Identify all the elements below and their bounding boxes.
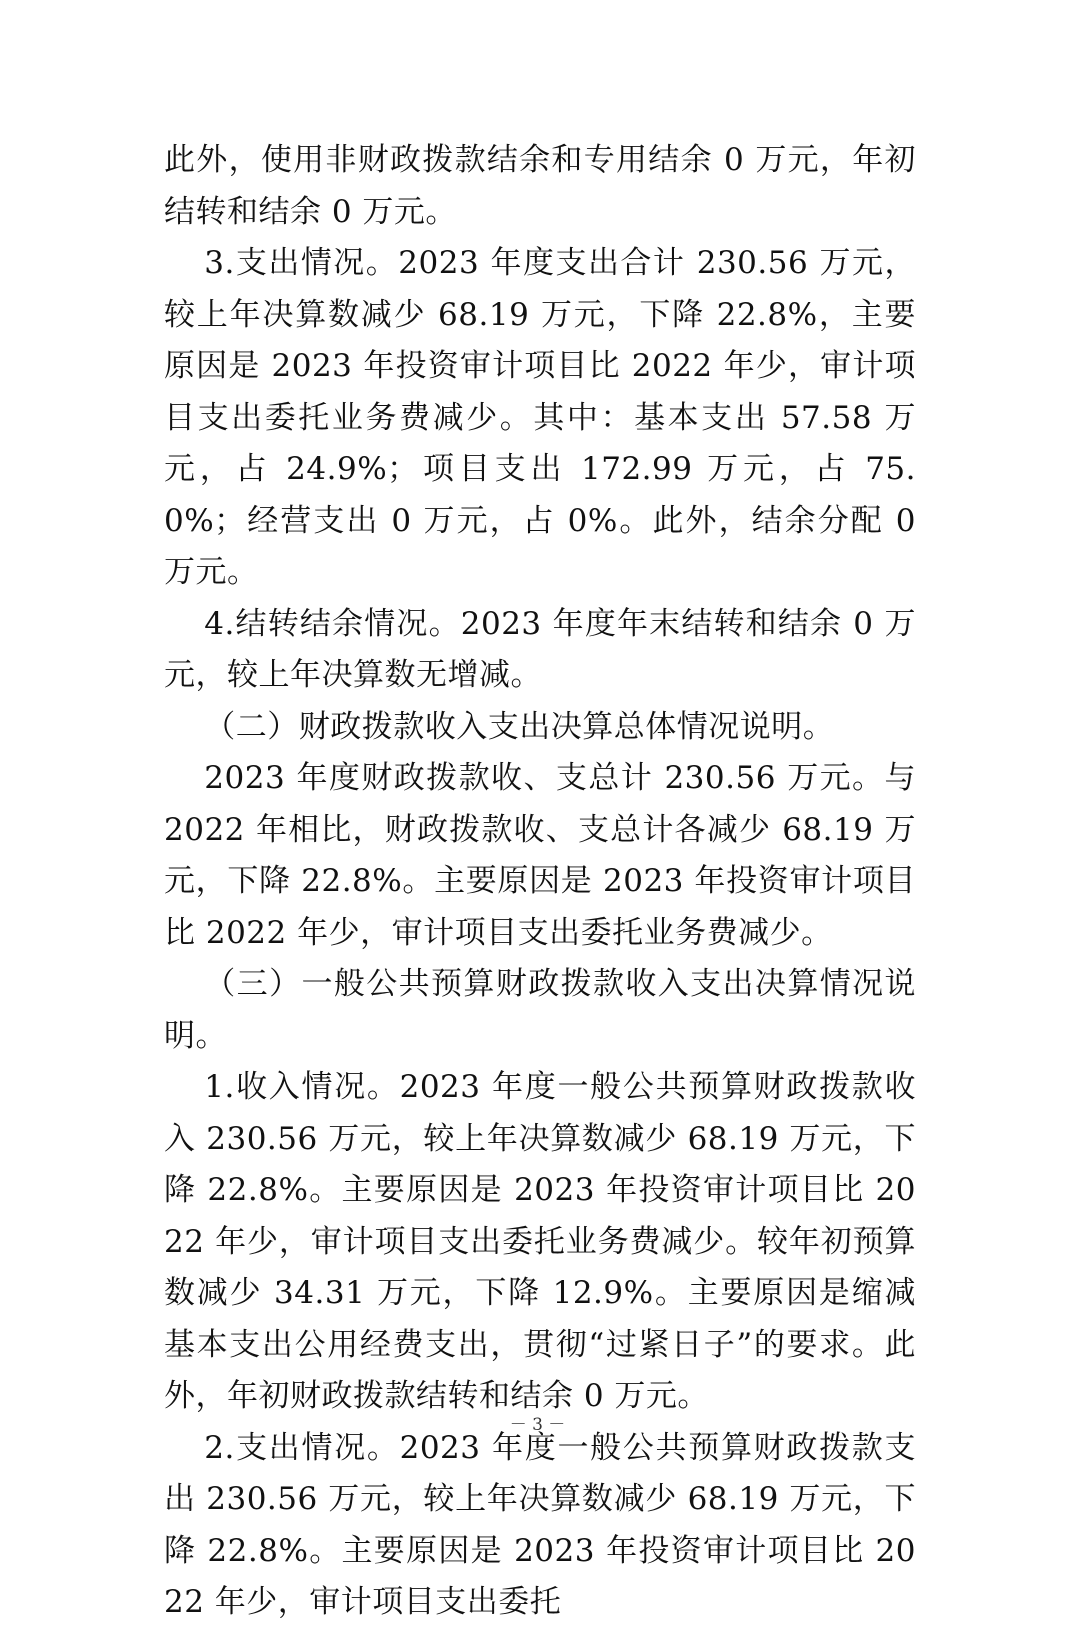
page-number: － 3 － [509,1415,566,1435]
paragraph-3: 4.结转结余情况。2023 年度年末结转和结余 0 万元，较上年决算数无增减。 [164,605,916,693]
document-body [164,135,916,1629]
paragraph-2: 3.支出情况。2023 年度支出合计 230.56 万元，较上年决算数减少 68.19 万元，下降 22.8%，主要原因是 2023 年投资审计项目比 2022 年少，审计项目支出委托业务费减少。其中：基本支出 57.58 万元，占 24.9%；项目支出 172.99 万元，占 75.0%；经营支出 0 万元，占 0%。此外，结余分配 0 万元。 [164,245,916,590]
section-heading-2: （二）财政拨款收入支出决算总体情况说明。 [204,708,835,745]
paragraph-5: 1.收入情况。2023 年度一般公共预算财政拨款收入 230.56 万元，较上年决算数减少 68.19 万元，下降 22.8%。主要原因是 2023 年投资审计项目比 2022 年少，审计项目支出委托业务费减少。较年初预算数减少 34.31 万元，下降 12.9%。主要原因是缩减基本支出公用经费支出，贯彻“过紧日子”的要求。此外，年初财政拨款结转和结余 0 万元。 [164,1069,916,1414]
paragraph-6: 2.支出情况。2023 年度一般公共预算财政拨款支出 230.56 万元，较上年决算数减少 68.19 万元，下降 22.8%。主要原因是 2023 年投资审计项目比 2022 年少，审计项目支出委托 [164,1429,916,1620]
paragraph-4: 2023 年度财政拨款收、支总计 230.56 万元。与 2022 年相比，财政拨款收、支总计各减少 68.19 万元，下降 22.8%。主要原因是 2023 年投资审计项目比 2022 年少，审计项目支出委托业务费减少。 [164,760,916,951]
paragraph-1: 此外，使用非财政拨款结余和专用结余 0 万元，年初结转和结余 0 万元。 [164,142,916,230]
section-heading-3: （三）一般公共预算财政拨款收入支出决算情况说明。 [164,966,916,1054]
